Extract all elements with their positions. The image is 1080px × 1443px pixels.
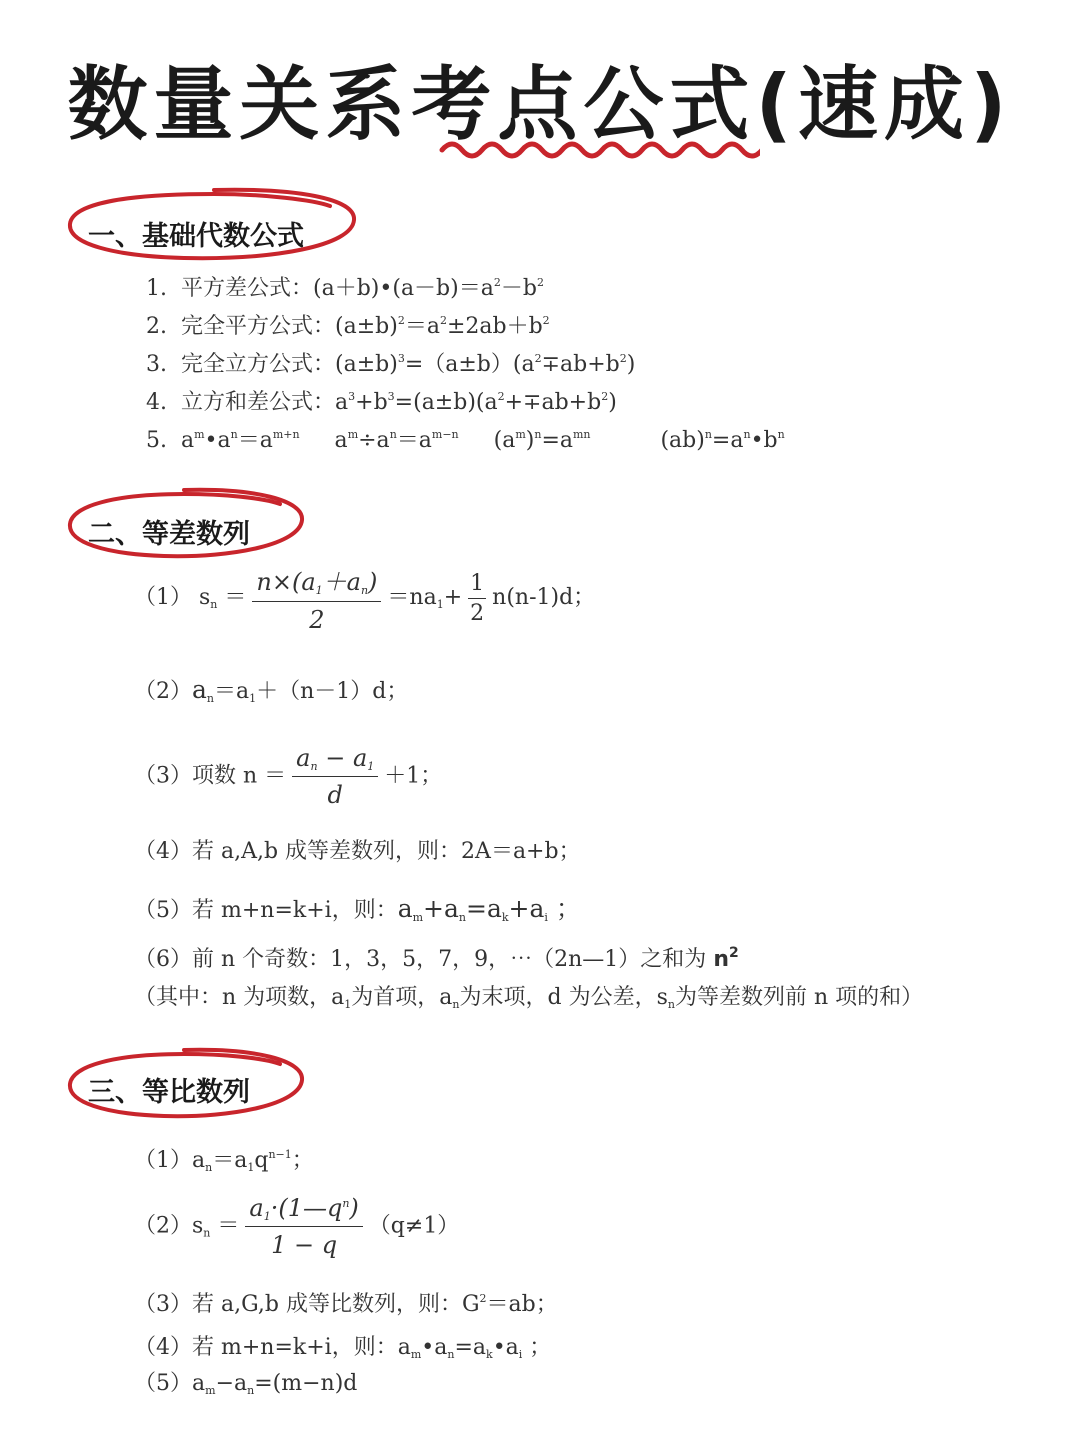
arithmetic-variables-note: （其中：n 为项数，$a_1$为首项，$a_n$为末项，d 为公差，$s_n$为等差数列前 n 项的和）: [134, 985, 924, 1011]
formula-geometric-index-property: （4）若 m+n=k+i，则：$a_m•a_n=a_k•a_i$ ；: [134, 1335, 552, 1361]
formula-exponent-rules: 5. $a^m•a^n=a^{m+n}$ $a^m\div a^n=a^{m-n}$ $(a^m)^n=a^{mn}$ $(ab)^n=a^n•b^n$: [146, 428, 785, 453]
formula-odd-number-sum: （6）前 n 个奇数：1，3，5，7，9，⋯（2n—1）之和为 $n^2$: [134, 945, 739, 972]
section-heading-geometric-sequence: [64, 1046, 314, 1124]
section-heading-basic-algebra: [64, 186, 364, 270]
formula-geometric-nth-term: $(1)a_n=a_1q^{n-1}$；: [134, 1148, 314, 1174]
section-heading-label: 二、等差数列: [88, 519, 250, 550]
formula-difference-of-squares: 1. 平方差公式：$(a+b)•(a-b)=a^2-b^2$: [146, 276, 544, 301]
formula-geometric-sum: $(2)s_n$ ＝ $\frac{a_1\cdot(1—q^n)}{1 - q}$ （q≠1）: [134, 1194, 460, 1259]
formula-sum-difference-of-cubes: 4. 立方和差公式：$a^3+b^3=(a\pm b)(a^2+\mp ab+b^2)$: [146, 390, 617, 415]
formula-geometric-mean: （3）若 a,G,b 成等比数列，则：$G^2=ab$；: [134, 1292, 558, 1317]
section-heading-arithmetic-sequence: [64, 486, 314, 566]
formula-term-difference: $(5)a_m-a_n=(m-n)d$: [134, 1371, 358, 1397]
title-underline-squiggle: [438, 136, 760, 162]
formula-arithmetic-index-property: （5）若 m+n=k+i，则：$a_m+a_n=a_k+a_i$ ；: [134, 894, 581, 924]
page-title: 数量关系考点公式(速成): [67, 58, 1013, 151]
formula-arithmetic-mean: （4）若 a,A,b 成等差数列，则：2A＝a+b；: [134, 839, 581, 864]
section-heading-label: 一、基础代数公式: [88, 221, 304, 252]
formula-arithmetic-nth-term: $(2)a_n=a_1+(n-1)d$；: [134, 675, 409, 705]
section-heading-label: 三、等比数列: [88, 1077, 250, 1108]
formula-arithmetic-term-count: （3）项数 n ＝ $\frac{a_n - a_1}{d}$ ＋1；: [134, 744, 443, 809]
formula-perfect-square: 2. 完全平方公式：$(a\pm b)^2=a^2\pm 2ab+b^2$: [146, 314, 550, 339]
formula-perfect-cube: 3. 完全立方公式：$(a\pm b)^3=(a\pm b)(a^2\mp ab+b^2)$: [146, 352, 636, 377]
formula-arithmetic-sum: （1） $s_n$ ＝ $\frac{n\times(a_1+a_n)}{2}$ $=na_1+$ $\frac{1}{2}$ n(n-1)d；: [134, 562, 595, 634]
